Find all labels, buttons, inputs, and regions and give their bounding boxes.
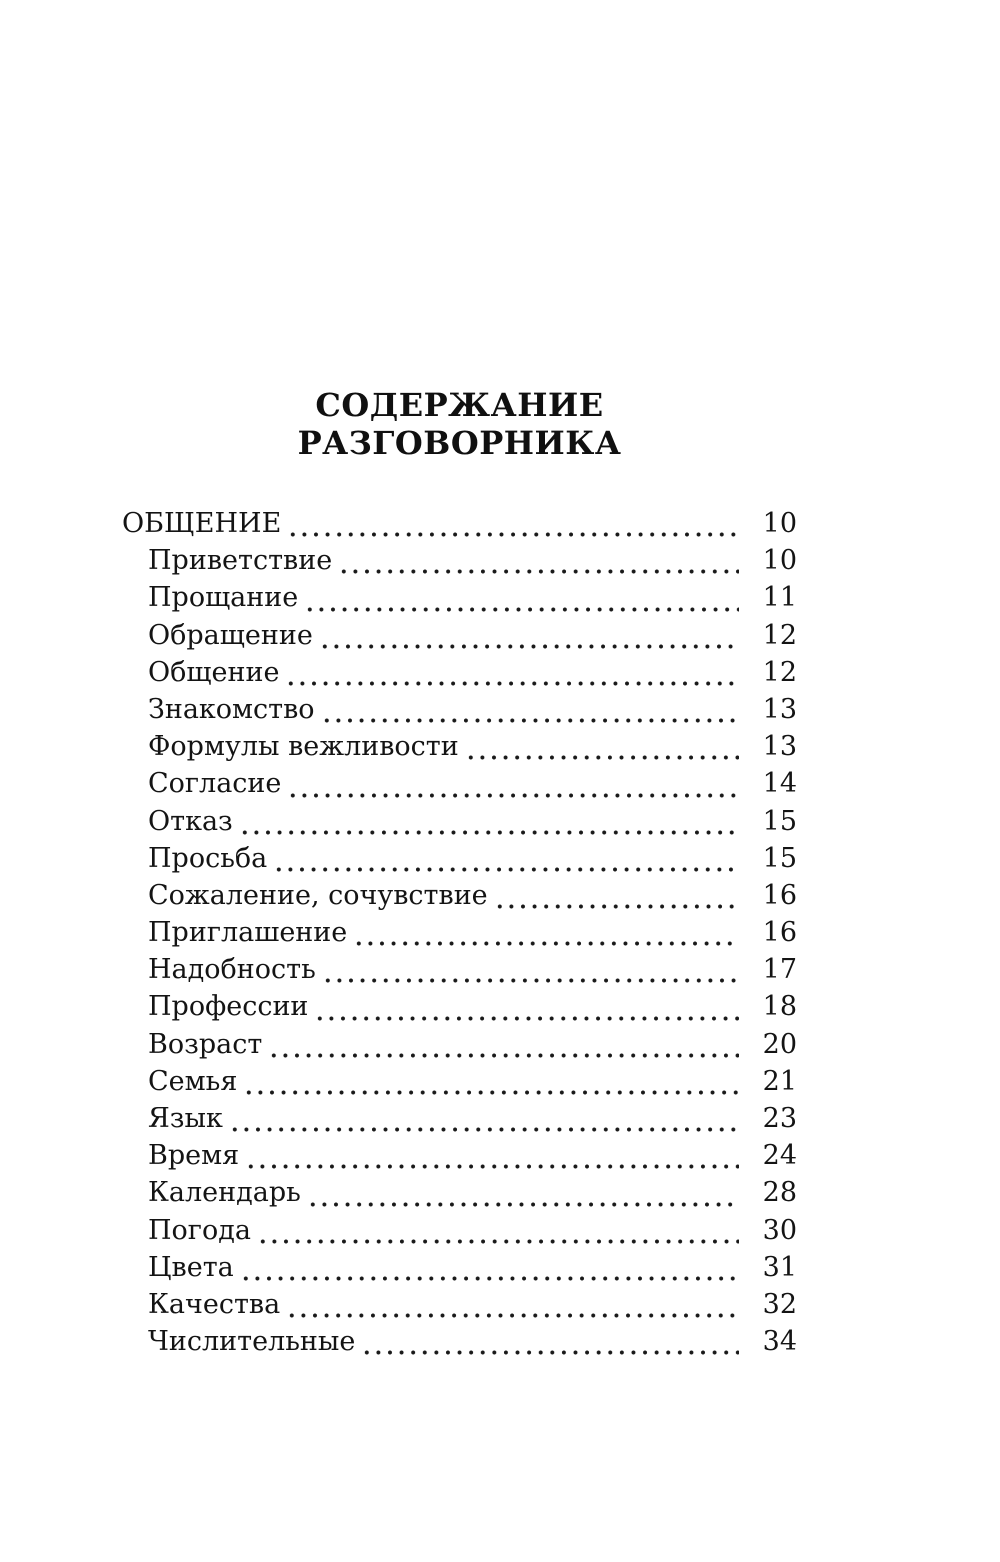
dot-leader — [245, 1164, 739, 1169]
toc-entry — [122, 1215, 797, 1252]
toc-entry-page-number: 24 — [762, 1140, 797, 1172]
toc-entry-page-number: 31 — [762, 1251, 797, 1283]
toc-entry-label: Цвета — [148, 1251, 234, 1283]
toc-entry — [122, 1177, 797, 1214]
page-title-line-1: СОДЕРЖАНИЕ — [315, 386, 604, 424]
toc-entry-page-number: 30 — [762, 1214, 797, 1246]
toc-entry-page-number: 10 — [762, 508, 797, 539]
toc-entry — [122, 582, 797, 619]
page-title — [122, 386, 797, 462]
dot-leader — [314, 1016, 739, 1021]
toc-entry-label: Согласие — [148, 768, 282, 800]
dot-leader — [465, 755, 739, 760]
toc-entry-label: Прощание — [148, 582, 299, 614]
toc-entry-label: Календарь — [148, 1177, 301, 1209]
toc-entry-page-number: 18 — [762, 991, 797, 1023]
toc-entry — [122, 657, 797, 694]
toc-entry-page-number: 32 — [762, 1288, 797, 1320]
toc-entry-page-number: 28 — [762, 1177, 797, 1209]
dot-leader — [353, 941, 739, 946]
dot-leader — [338, 569, 739, 574]
toc-entry — [122, 1289, 797, 1326]
dot-leader — [243, 1090, 739, 1095]
toc-entry-page-number: 16 — [762, 917, 797, 949]
toc-entry-label: Семья — [148, 1065, 238, 1097]
toc-entry-page-number: 12 — [762, 619, 797, 651]
toc-entry — [122, 508, 797, 545]
dot-leader — [321, 718, 739, 723]
toc-entry-page-number: 12 — [762, 656, 797, 688]
toc-entry — [122, 1252, 797, 1289]
dot-leader — [239, 830, 739, 835]
toc-entry-label: Сожаление, сочувствие — [148, 879, 488, 911]
toc-entry-label: Профессии — [148, 991, 309, 1023]
toc-entry-page-number: 14 — [762, 768, 797, 800]
toc-entry-label: Общение — [148, 656, 280, 688]
toc-entry — [122, 1140, 797, 1177]
toc-entry-label: Приглашение — [148, 917, 348, 949]
toc-entry — [122, 1326, 797, 1363]
toc-entry-label: Формулы вежливости — [148, 731, 459, 763]
toc-entry-page-number: 15 — [762, 805, 797, 837]
toc-entry-page-number: 11 — [762, 582, 797, 614]
toc-entry-label: ОБЩЕНИЕ — [122, 508, 282, 539]
dot-leader — [257, 1239, 739, 1244]
toc-entry — [122, 620, 797, 657]
dot-leader — [268, 1053, 739, 1058]
toc-entry-page-number: 16 — [762, 879, 797, 911]
toc-entry — [122, 1029, 797, 1066]
toc-entry-label: Отказ — [148, 805, 233, 837]
toc-entry — [122, 1066, 797, 1103]
toc-entry — [122, 806, 797, 843]
toc-entry — [122, 1103, 797, 1140]
toc-entry-page-number: 17 — [762, 954, 797, 986]
toc-entry-label: Время — [148, 1140, 240, 1172]
table-of-contents — [122, 508, 797, 1363]
toc-entry-label: Знакомство — [148, 693, 315, 725]
dot-leader — [286, 1313, 739, 1318]
toc-entry-page-number: 20 — [762, 1028, 797, 1060]
toc-entry-page-number: 34 — [762, 1326, 797, 1358]
toc-entry-label: Язык — [148, 1103, 223, 1134]
toc-entry-page-number: 23 — [762, 1103, 797, 1134]
dot-leader — [240, 1276, 739, 1281]
toc-entry — [122, 880, 797, 917]
toc-entry — [122, 545, 797, 582]
dot-leader — [287, 532, 739, 537]
page-title-line-2: РАЗГОВОРНИКА — [297, 424, 622, 462]
toc-entry — [122, 843, 797, 880]
toc-entry-label: Обращение — [148, 619, 313, 651]
dot-leader — [285, 681, 739, 686]
toc-entry — [122, 991, 797, 1028]
dot-leader — [304, 607, 739, 612]
toc-entry-label: Возраст — [148, 1028, 263, 1060]
dot-leader — [273, 867, 739, 872]
dot-leader — [361, 1350, 739, 1355]
toc-entry — [122, 694, 797, 731]
toc-entry-page-number: 15 — [762, 842, 797, 874]
toc-entry-label: Приветствие — [148, 545, 333, 577]
toc-entry-page-number: 13 — [762, 693, 797, 725]
toc-entry-label: Надобность — [148, 954, 316, 986]
dot-leader — [229, 1127, 739, 1132]
toc-entry-page-number: 10 — [762, 545, 797, 577]
dot-leader — [319, 644, 739, 649]
toc-entry — [122, 731, 797, 768]
toc-entry-page-number: 13 — [762, 731, 797, 763]
toc-entry — [122, 917, 797, 954]
dot-leader — [494, 904, 739, 909]
dot-leader — [287, 793, 739, 798]
toc-entry — [122, 954, 797, 991]
dot-leader — [322, 978, 739, 983]
toc-entry-label: Числительные — [148, 1326, 356, 1358]
toc-entry-label: Просьба — [148, 842, 268, 874]
toc-entry-label: Погода — [148, 1214, 251, 1246]
toc-entry — [122, 768, 797, 805]
dot-leader — [307, 1202, 739, 1207]
toc-entry-label: Качества — [148, 1288, 281, 1320]
toc-entry-page-number: 21 — [762, 1065, 797, 1097]
